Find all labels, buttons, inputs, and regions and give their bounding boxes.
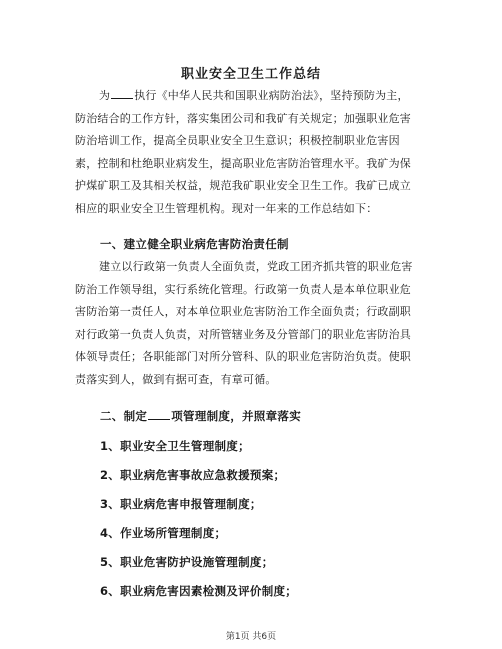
section-2-heading-after: 项管理制度，并照章落实 [171, 409, 302, 423]
section-2-blank [148, 408, 170, 420]
list-item: 1、职业安全卫生管理制度； [100, 439, 250, 453]
section-1-line-6: 责落实到人，做到有据可查，有章可循。 [75, 372, 277, 386]
intro-line-1-before: 为 [99, 89, 111, 102]
intro-line-3: 防治培训工作，提高全员职业安全卫生意识；积极控制职业危害因 [75, 134, 400, 147]
list-item: 5、职业危害防护设施管理制度； [100, 555, 274, 569]
intro-blank [111, 87, 133, 99]
list-item: 6、职业病危害因素检测及评价制度； [100, 584, 298, 598]
section-2-heading-before: 二、制定 [100, 409, 148, 423]
intro-line-1 [75, 85, 430, 108]
intro-line-2: 防治结合的工作方针，落实集团公司和我矿有关规定；加强职业危害 [75, 111, 411, 125]
intro-paragraph [75, 85, 430, 220]
intro-line-5: 护煤矿职工及其相关权益，规范我矿职业安全卫生工作。我矿已成立 [75, 179, 411, 192]
section-1-heading: 一、建立健全职业病危害防治责任制 [100, 237, 289, 251]
section-1-line-1: 建立以行政第一负责人全面负责，党政工团齐抓共管的职业危害 [99, 260, 413, 273]
section-1-line-5: 体领导责任；各职能部门对所分管科、队的职业危害防治负责。使职 [75, 350, 411, 363]
intro-line-1-after: 执行《中华人民共和国职业病防治法》，坚持预防为主， [134, 89, 409, 102]
section-1-line-3: 害防治第一责任人，对本单位职业危害防治工作全面负责；行政副职 [75, 305, 411, 318]
document-title: 职业安全卫生工作总结 [180, 67, 321, 82]
list-item: 4、作业场所管理制度； [100, 526, 227, 540]
list-item: 2、职业病危害事故应急救援预案； [100, 468, 286, 482]
list-item: 3、职业病危害申报管理制度； [100, 497, 262, 511]
section-1-line-2: 防治工作领导组，实行系统化管理。行政第一负责人是本单位职业危 [75, 282, 411, 296]
section-1-paragraph [75, 256, 430, 391]
section-2-heading [100, 408, 301, 424]
intro-line-4: 素，控制和杜绝职业病发生，提高职业危害防治管理水平。我矿为保 [75, 156, 411, 170]
page-footer: 第1页 共6页 [225, 632, 277, 642]
intro-line-6: 相应的职业安全卫生管理机构。现对一年来的工作总结如下： [75, 201, 378, 215]
section-1-line-4: 对行政第一负责人负责，对所管辖业务及分管部门的职业危害防治具 [75, 327, 411, 341]
